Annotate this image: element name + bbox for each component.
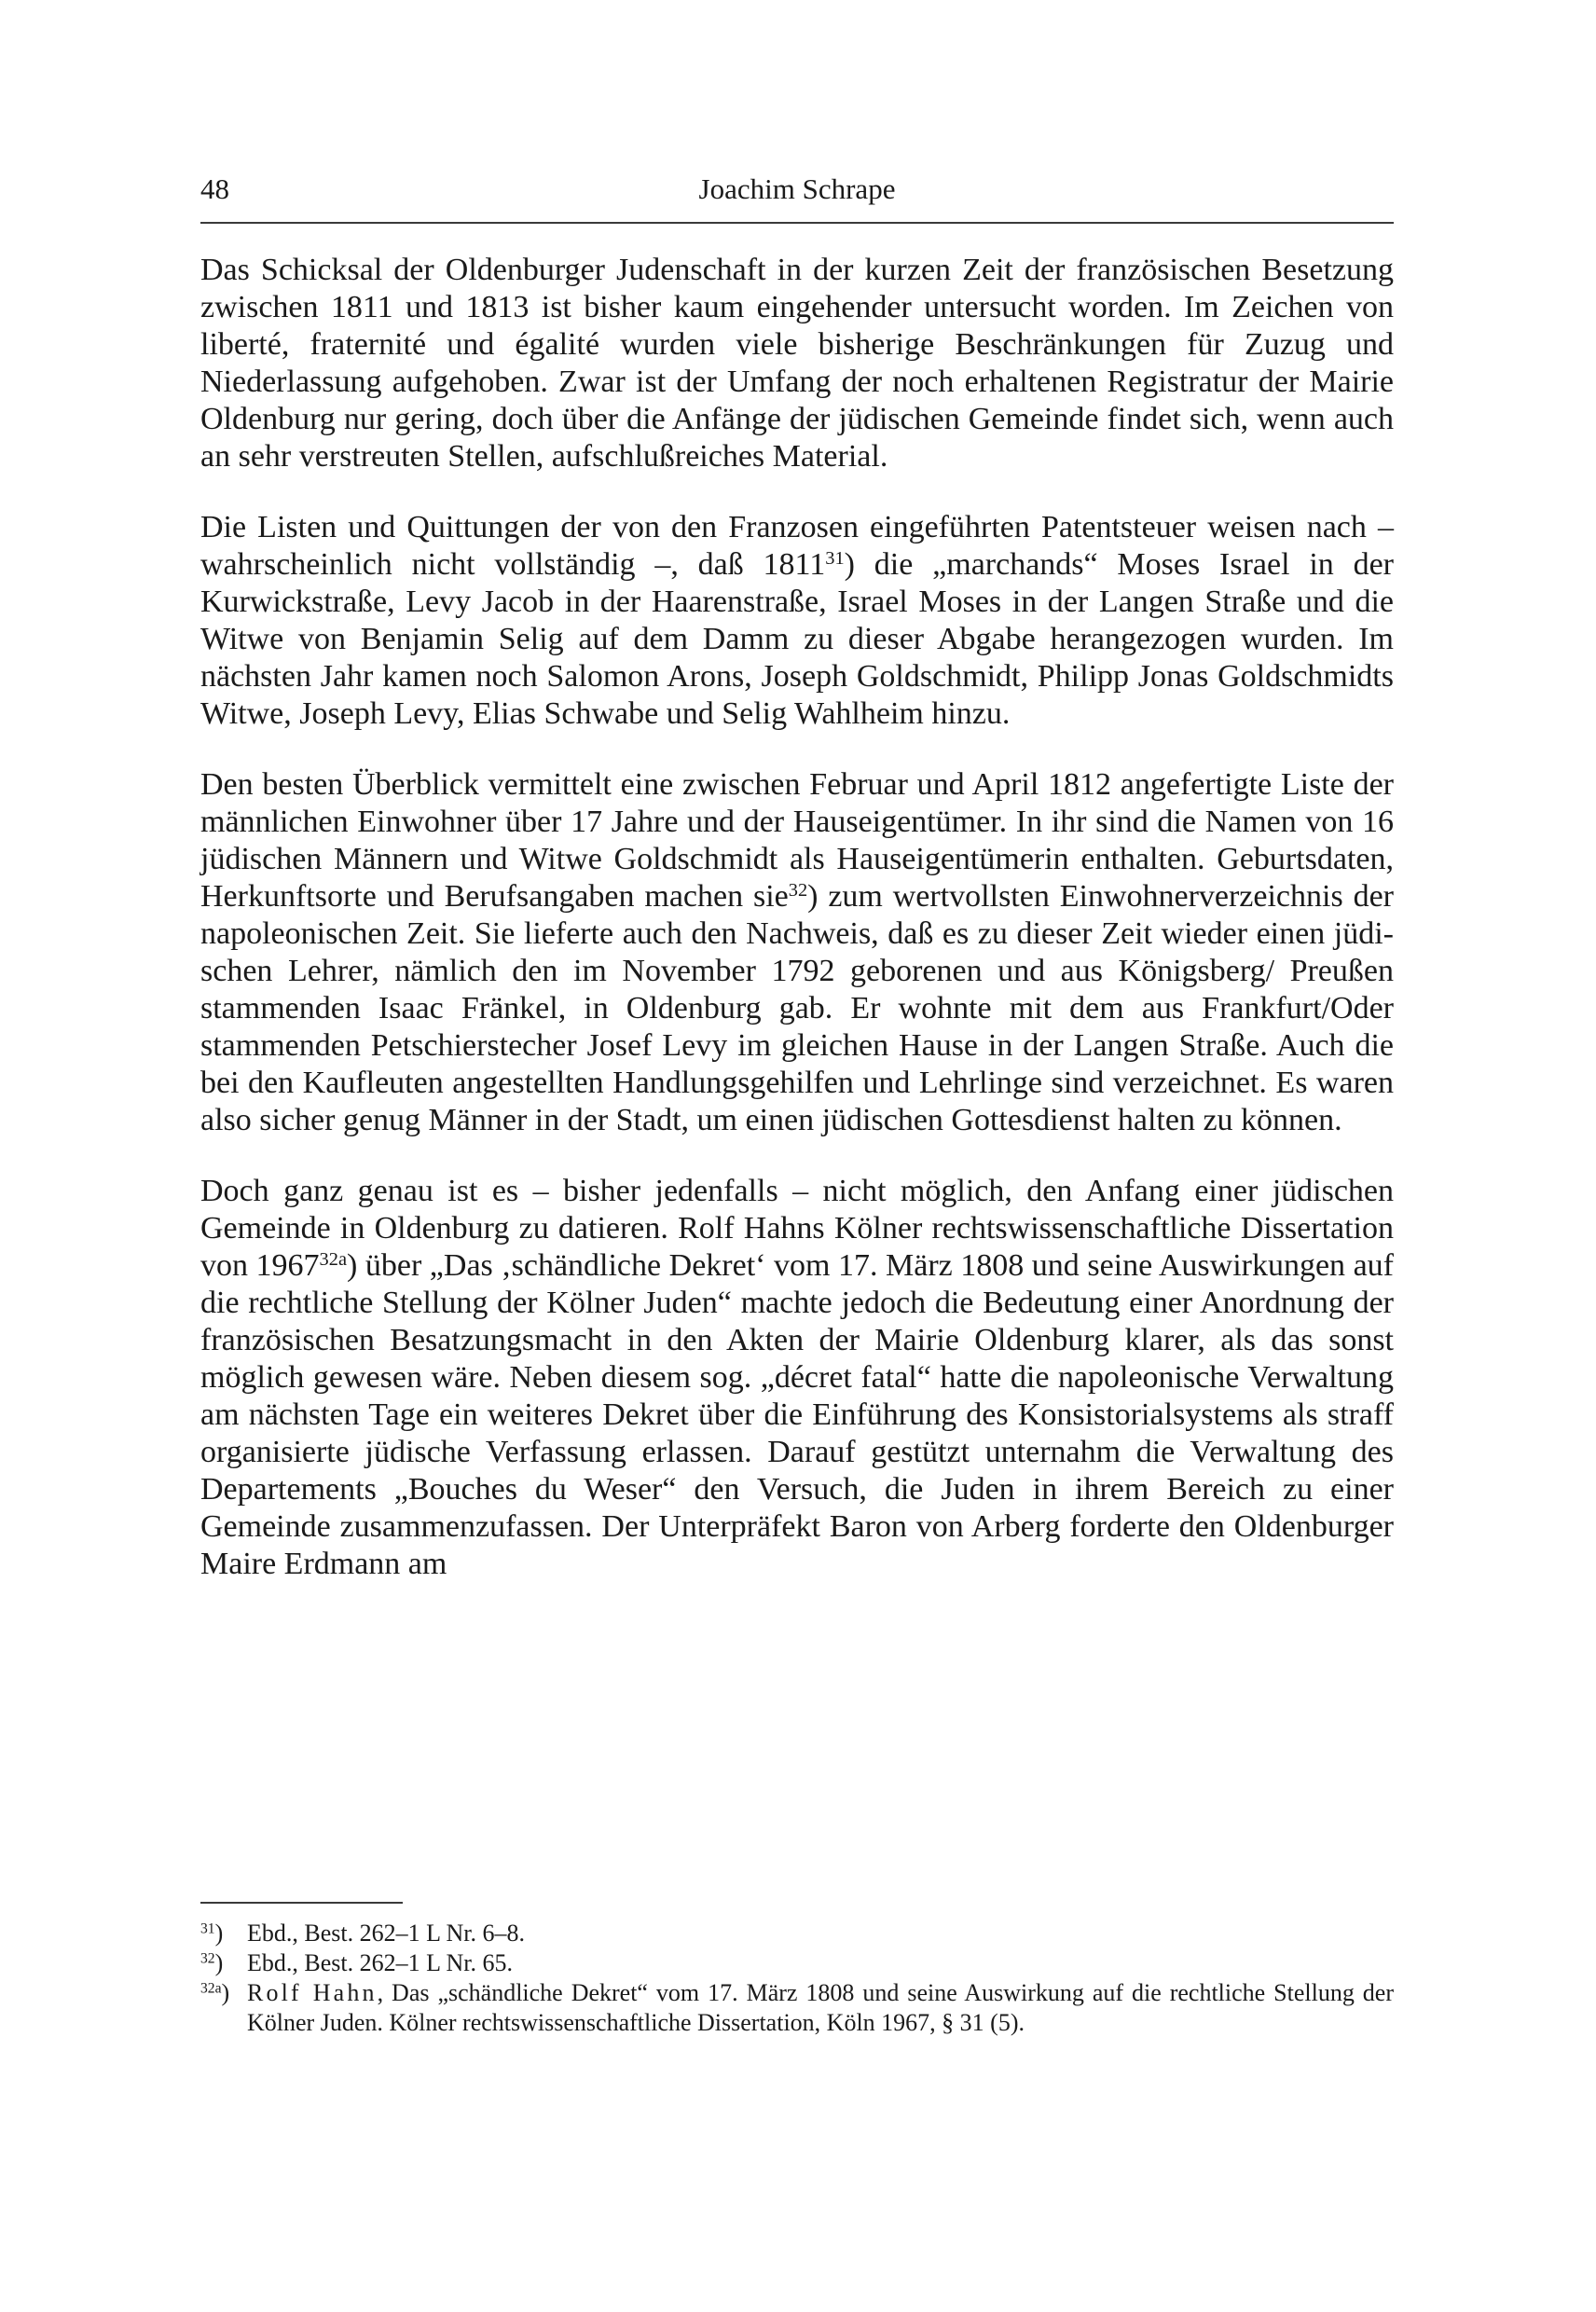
paragraph-4-text-a: Doch ganz genau ist es – bisher jedenfalls – nicht möglich, den Anfang einer jüdischen Gemeinde in Oldenburg zu datieren. Rolf Hahns Kölner rechtswissenschaftliche Dissertation von 1967: [200, 1174, 1394, 1283]
header-rule: [200, 222, 1394, 224]
footnote-31: [200, 1919, 1394, 1948]
paragraph-3-text-a: Den besten Überblick vermittelt eine zwischen Februar und April 1812 angefertigte Liste der männlichen Einwohner über 17 Jahre und der Hauseigentümer. In ihr sind die Namen von 16 jüdischen Männern und Witwe Goldschmidt als Hauseigentümerin enthalten. Geburtsdaten, Herkunftsorte und Berufsangaben machen sie: [200, 767, 1394, 914]
paragraph-4: [200, 1173, 1394, 1583]
paragraph-2-text-a: Die Listen und Quittungen der von den Franzosen eingeführten Patentsteuer weisen nach – wahrscheinlich nicht vollständig –, daß 1811: [200, 510, 1394, 582]
footnote-ref-31[interactable]: 31: [825, 547, 845, 569]
footnote-ref-32a[interactable]: 32a: [319, 1248, 347, 1270]
footnote-mark: $^{32}$): [200, 1949, 224, 1976]
body-text: [200, 252, 1394, 1617]
paragraph-2: [200, 509, 1394, 733]
footnotes: [200, 1919, 1394, 2038]
page-header: [200, 168, 1394, 211]
footnote-author: Rolf Hahn: [247, 1979, 378, 2006]
footnote-text: Ebd., Best. 262–1 L Nr. 6–8.: [247, 1920, 526, 1947]
footnote-32a: [200, 1978, 1394, 2038]
running-head: Joachim Schrape: [698, 172, 896, 205]
paragraph-2-text-b: ) die „marchands“ Moses Israel in der Kurwickstraße, Levy Jacob in der Haarenstraße, Israel Moses in der Langen Straße und die Witwe von Benjamin Selig auf dem Damm zu dieser Abgabe herangezogen wurden. Im nächsten Jahr kamen noch Salomon Arons, Joseph Goldschmidt, Philipp Jonas Goldschmidts Witwe, Joseph Levy, Elias Schwabe und Selig Wahlheim hinzu.: [200, 547, 1394, 731]
paragraph-3-text-b: ) zum wertvollsten Einwohnerverzeichnis der napoleonischen Zeit. Sie lieferte auch den Nachweis, daß es zu dieser Zeit wieder einen jüdischen Lehrer, nämlich den im November 1792 geborenen und aus Königsberg/ Preußen stammenden Isaac Fränkel, in Oldenburg gab. Er wohnte mit dem aus Frankfurt/Oder stammenden Petschierstecher Josef Levy im gleichen Hause in der Langen Straße. Auch die bei den Kaufleuten angestellten Handlungsgehilfen und Lehrlinge sind verzeichnet. Es waren also sicher genug Männer in der Stadt, um einen jüdischen Gottesdienst halten zu können.: [200, 879, 1394, 1137]
paragraph-1: [200, 252, 1394, 475]
page-number: 48: [200, 172, 229, 205]
footnote-text: , Das „schändliche Dekret“ vom 17. März 1808 und seine Auswirkung auf die rechtliche Stellung der Kölner Juden. Kölner rechtswissenschaftliche Dissertation, Köln 1967, § 31 (5).: [247, 1979, 1394, 2036]
footnote-text: Ebd., Best. 262–1 L Nr. 65.: [247, 1949, 514, 1976]
footnote-rule: [200, 1902, 403, 1904]
paragraph-1-text: Das Schicksal der Oldenburger Judenschaft in der kurzen Zeit der französischen Besetzung zwischen 1811 und 1813 ist bisher kaum eingehender untersucht worden. Im Zeichen von liberté, fraternité und égalité wurden viele bisherige Beschränkungen für Zuzug und Niederlassung aufgehoben. Zwar ist der Umfang der noch erhaltenen Registratur der Mairie Oldenburg nur gering, doch über die Anfänge der jüdischen Gemeinde findet sich, wenn auch an sehr verstreuten Stellen, aufschlußreiches Material.: [200, 253, 1394, 474]
footnote-mark: $^{32a}$): [200, 1979, 230, 2006]
footnote-ref-32[interactable]: 32: [788, 879, 808, 901]
paragraph-3: [200, 766, 1394, 1139]
paragraph-4-text-b: ) über „Das ‚schändliche Dekret‘ vom 17. März 1808 und seine Auswirkungen auf die rechtliche Stellung der Kölner Juden“ machte jedoch die Bedeutung einer Anordnung der französischen Besatzungsmacht in den Akten der Mairie Oldenburg klarer, als das sonst möglich gewesen wäre. Neben diesem sog. „décret fatal“ hatte die napoleonische Verwaltung am nächsten Tage ein weiteres Dekret über die Einführung des Konsistorialsystems als straff organisierte jüdische Verfassung erlassen. Darauf gestützt unternahm die Verwaltung des Departements „Bouches du Weser“ den Versuch, die Juden in ihrem Bereich zu einer Gemeinde zusammenzufassen. Der Unterpräfekt Baron von Arberg forderte den Oldenburger Maire Erdmann am: [200, 1248, 1395, 1581]
footnote-mark: $^{31}$): [200, 1920, 224, 1947]
footnote-32: [200, 1948, 1394, 1978]
